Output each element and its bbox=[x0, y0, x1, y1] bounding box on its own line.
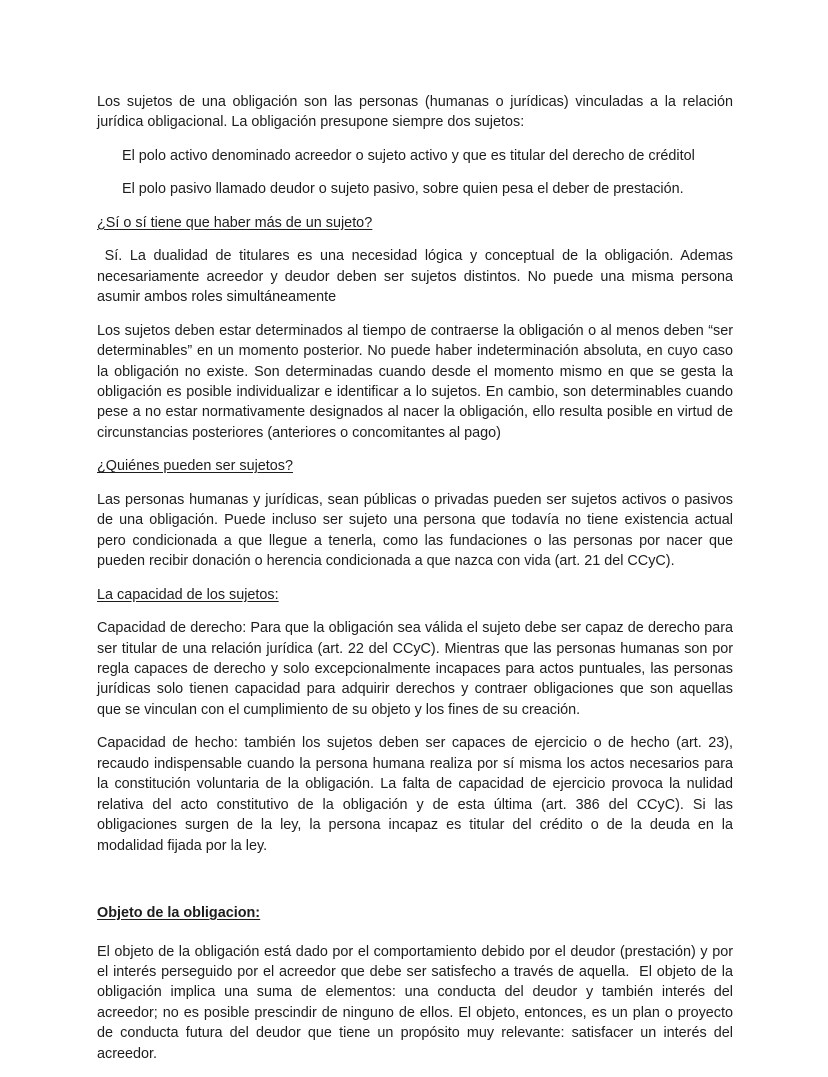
heading-capacidad-sujetos-label: La capacidad de los sujetos: bbox=[97, 586, 279, 603]
document-text-column bbox=[97, 92, 737, 1077]
list-item-polo-pasivo: El polo pasivo llamado deudor o sujeto pasivo, sobre quien pesa el deber de prestación. bbox=[122, 181, 684, 198]
paragraph-quienes-sujetos: Las personas humanas y jurídicas, sean públicas o privadas pueden ser sujetos activos o pasivos de una obligación. Puede incluso ser sujeto una persona que todavía no tiene existencia actual pero condicionada a que llegue a tenerla, como las fundaciones o las personas por nacer que pueden recibir donación o herencia condicionada a que nazca con vida (art. 21 del CCyC). bbox=[97, 491, 737, 570]
heading-quienes-sujetos bbox=[97, 456, 733, 476]
heading-capacidad-sujetos bbox=[97, 585, 733, 605]
heading-un-sujeto-label: ¿Sí o sí tiene que haber más de un sujeto? bbox=[97, 214, 373, 231]
heading-un-sujeto bbox=[97, 213, 733, 233]
heading-objeto-obligacion bbox=[97, 903, 733, 923]
paragraph-capacidad-derecho: Capacidad de derecho: Para que la obligación sea válida el sujeto debe ser capaz de derecho para ser titular de una relación jurídica (art. 22 del CCyC). Mientras que las personas humanas son por regla capaces de derecho y solo excepcionalmente incapaces para actos puntuales, las personas jurídicas solo tienen capacidad para adquirir derechos y contraer obligaciones que son aquellas que se vinculan con el cumplimiento de su objeto y los fines de su creación. bbox=[97, 620, 737, 718]
heading-quienes-sujetos-label: ¿Quiénes pueden ser sujetos? bbox=[97, 458, 293, 475]
paragraph-determinacion: Los sujetos deben estar determinados al tiempo de contraerse la obligación o al menos deben “ser determinables” en un momento posterior. No puede haber indeterminación absoluta, en cuyo caso la obligación no existe. Son determinadas cuando desde el momento mismo en que se gesta la obligación es posible individualizar e identificar a lo sujetos. En cambio, son determinables cuando pese a no estar normativamente designados al nacer la obligación, ello resulta posible en virtud de circunstancias posteriores (anteriores o concomitantes al pago) bbox=[97, 322, 737, 441]
section-spacer bbox=[97, 869, 733, 903]
list-item-polo-activo: El polo activo denominado acreedor o sujeto activo y que es titular del derecho de créditol bbox=[122, 147, 695, 164]
paragraph-objeto: El objeto de la obligación está dado por el comportamiento debido por el deudor (prestación) y por el interés perseguido por el acreedor que debe ser satisfecho a través de aquella. El objeto de la obligación implica una suma de elementos: una conducta del deudor y también interés del acreedor; no es posible prescindir de ninguno de ellos. El objeto, entonces, es un plan o proyecto de conducta futura del deudor que tiene un propósito muy relevante: satisfacer un interés del acreedor. bbox=[97, 943, 737, 1062]
paragraph-intro: Los sujetos de una obligación son las personas (humanas o jurídicas) vinculadas a la relación jurídica obligacional. La obligación presupone siempre dos sujetos: bbox=[97, 94, 737, 131]
heading-objeto-obligacion-label: Objeto de la obligacion: bbox=[97, 905, 261, 922]
paragraph-dualidad: Sí. La dualidad de titulares es una necesidad lógica y conceptual de la obligación. Ademas necesariamente acreedor y deudor deben ser sujetos distintos. No puede una misma persona asumir ambos roles simultáneamente bbox=[97, 248, 737, 306]
paragraph-capacidad-hecho: Capacidad de hecho: también los sujetos deben ser capaces de ejercicio o de hecho (art. 23), recaudo indispensable cuando la persona humana realiza por sí misma los actos necesarios para la constitución voluntaria de la obligación. La falta de capacidad de ejercicio provoca la nulidad relativa del acto constitutivo de la obligación y de esta última (art. 386 del CCyC). Si las obligaciones surgen de la ley, la persona incapaz es titular del crédito o de la deuda en la modalidad fijada por la ley. bbox=[97, 735, 737, 854]
